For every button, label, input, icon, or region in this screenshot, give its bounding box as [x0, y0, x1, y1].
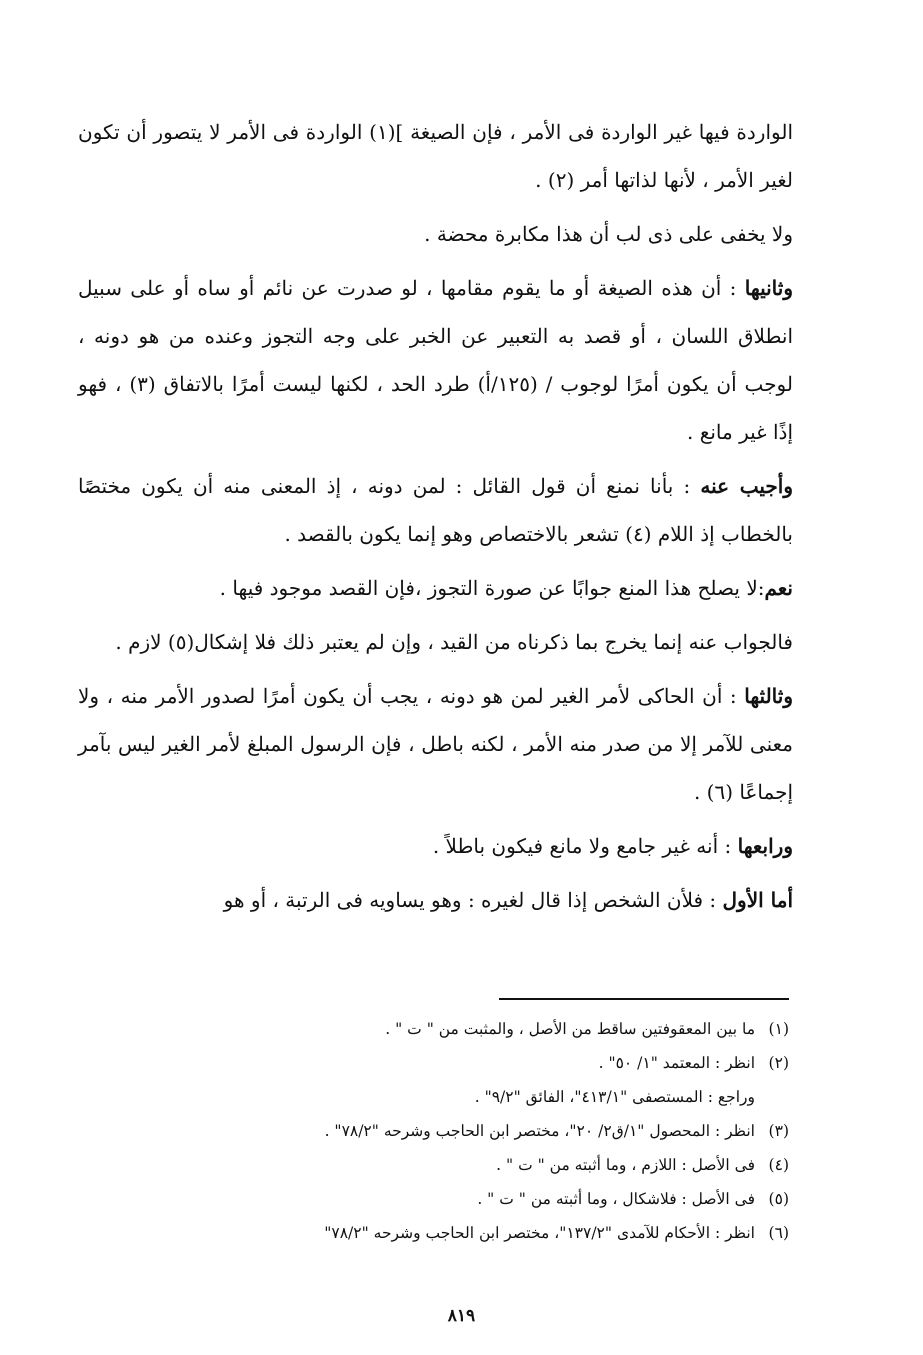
footnote-2-continued: وراجع : المستصفى "٤١٣/١"، الفائق "٩/٢" .: [474, 1088, 755, 1106]
footnote-5: (٥)فى الأصل : فلاشكال ، وما أثبته من " ت " .: [477, 1190, 789, 1208]
footnote-1: (١)ما بين المعقوفتين ساقط من الأصل ، والمثبت من " ت " .: [385, 1020, 789, 1038]
paragraph-2: ولا يخفى على ذى لب أن هذا مكابرة محضة .: [424, 222, 793, 246]
paragraph-9: أما الأول : فلأن الشخص إذا قال لغيره : وهو يساويه فى الرتبة ، أو هو: [223, 888, 793, 912]
paragraph-7: وثالثها : أن الحاكى لأمر الغير لمن هو دونه ، يجب أن يكون أمرًا لصدور الأمر منه ، ولا معنى للآمر إلا من صدر منه الأمر ، لكنه باطل ، فإن الرسول المبلغ لأمر الغير ليس بآمر إجماعًا (٦) .: [78, 684, 793, 804]
footnote-6: (٦)انظر : الأحكام للآمدى "١٣٧/٢"، مختصر ابن الحاجب وشرحه "٧٨/٢": [324, 1224, 789, 1242]
paragraph-5: نعم:لا يصلح هذا المنع جوابًا عن صورة التجوز ،فإن القصد موجود فيها .: [219, 576, 793, 600]
footnote-3: (٣)انظر : المحصول "١/ق٢/ ٢٠"، مختصر ابن الحاجب وشرحه "٧٨/٢" .: [324, 1122, 789, 1140]
paragraph-1: الواردة فيها غير الواردة فى الأمر ، فإن الصيغة ](١) الواردة فى الأمر لا يتصور أن تكون لغير الأمر ، لأنها لذاتها أمر (٢) .: [78, 120, 794, 192]
paragraph-3: وثانيها : أن هذه الصيغة أو ما يقوم مقامها ، لو صدرت عن نائم أو ساه أو على سبيل انطلاق اللسان ، أو قصد به التعبير عن الخبر على وجه التجوز وعنده من هو دونه ، لوجب أن يكون أمرًا لوجوب / (١٢٥/أ) طرد الحد ، لكنها ليست أمرًا بالاتفاق (٣) ، فهو إذًا غير مانع .: [78, 276, 793, 444]
paragraph-6: فالجواب عنه إنما يخرج بما ذكرناه من القيد ، وإن لم يعتبر ذلك فلا إشكال(٥) لازم .: [115, 630, 793, 654]
main-text: [78, 108, 793, 930]
paragraph-4: وأجيب عنه : بأنا نمنع أن قول القائل : لمن دونه ، إذ المعنى منه أن يكون مختصًا بالخطاب إذ اللام (٤) تشعر بالاختصاص وهو إنما يكون بالقصد .: [78, 474, 794, 546]
page-number: ٨١٩: [447, 1306, 476, 1326]
footnote-2: (٢)انظر : المعتمد "١/ ٥٠" .: [598, 1054, 789, 1072]
footnotes: [120, 1012, 789, 1250]
footnote-divider: [499, 998, 789, 1000]
paragraph-8: ورابعها : أنه غير جامع ولا مانع فيكون باطلاً .: [432, 834, 793, 858]
footnote-4: (٤)فى الأصل : اللازم ، وما أثبته من " ت " .: [496, 1156, 789, 1174]
